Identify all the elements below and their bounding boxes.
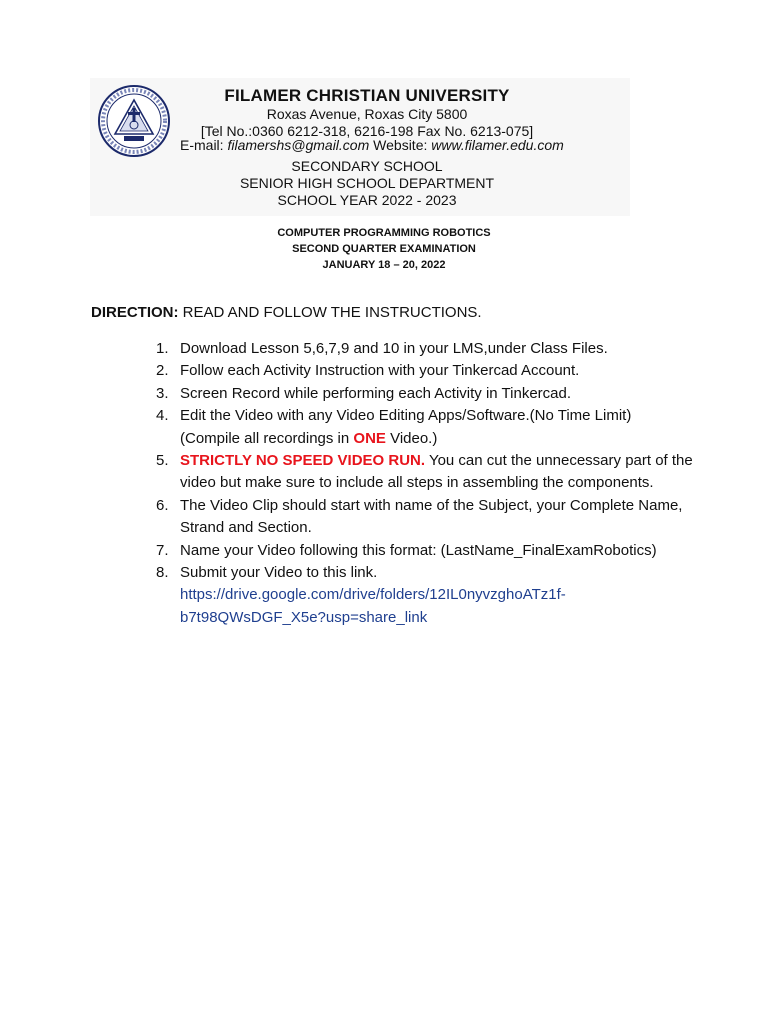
instruction-item [150, 383, 710, 405]
letterhead-title-block [172, 86, 562, 140]
instruction-number: 7. [156, 541, 169, 559]
website-label: Website: [369, 137, 432, 153]
university-address: Roxas Avenue, Roxas City 5800 [266, 106, 468, 122]
school-year: SCHOOL YEAR 2022 - 2023 [277, 192, 457, 208]
university-seal-icon [97, 84, 171, 158]
instruction-text: Edit the Video with any Video Editing Apps/Software.(No Time Limit) [180, 407, 632, 425]
submission-link[interactable] [180, 586, 566, 625]
school-name: SECONDARY SCHOOL [291, 158, 443, 174]
exam-subject: COMPUTER PROGRAMMING ROBOTICS [277, 227, 491, 239]
instruction-item [150, 338, 710, 360]
instruction-item [150, 540, 710, 562]
direction-text: READ AND FOLLOW THE INSTRUCTIONS. [178, 304, 482, 321]
instruction-text: Screen Record while performing each Activity in Tinkercad. [180, 384, 572, 402]
email-address: filamershs@gmail.com [227, 137, 370, 153]
instruction-list [150, 338, 710, 629]
university-contact-line [180, 137, 600, 154]
instruction-text: Download Lesson 5,6,7,9 and 10 in your LMS,under Class Files. [180, 340, 608, 357]
instruction-text: Follow each Activity Instruction with your Tinkercad Account. [180, 362, 580, 380]
website-address: www.filamer.edu.com [431, 137, 564, 153]
letterhead-department-block [172, 158, 562, 209]
instruction-text: Name your Video following this format: (LastName_FinalExamRobotics) [180, 541, 657, 559]
instruction-text: You can cut the unnecessary part of the video but make sure to include all steps in assembling the components. [180, 452, 693, 492]
instruction-number: 1. [156, 340, 169, 357]
instruction-item [150, 360, 710, 382]
exam-name: SECOND QUARTER EXAMINATION [292, 243, 476, 255]
instruction-text: (Compile all recordings in [180, 429, 354, 447]
direction-line [91, 303, 482, 323]
submission-link-line[interactable]: b7t98QWsDGF_X5e?usp=share_link [180, 608, 428, 626]
instruction-number: 6. [156, 496, 169, 514]
instruction-number: 5. [156, 452, 169, 470]
submission-link-line[interactable]: https://drive.google.com/drive/folders/12IL0nyvzghoATz1f- [180, 586, 566, 604]
direction-label: DIRECTION: [91, 304, 179, 321]
instruction-number: 8. [156, 564, 169, 582]
university-phones: [Tel No.:0360 6212-318, 6216-198 Fax No. 6213-075] [200, 123, 534, 139]
instruction-item [150, 562, 710, 629]
instruction-text: The Video Clip should start with name of the Subject, your Complete Name, Strand and Section. [180, 496, 683, 537]
instruction-item [150, 405, 710, 450]
university-name: FILAMER CHRISTIAN UNIVERSITY [224, 86, 510, 105]
email-label: E-mail: [180, 137, 228, 153]
department-name: SENIOR HIGH SCHOOL DEPARTMENT [239, 175, 495, 191]
instruction-item [150, 495, 710, 540]
exam-header [160, 225, 608, 273]
instruction-emphasis: STRICTLY NO SPEED VIDEO RUN. [180, 452, 426, 470]
instruction-text: Submit your Video to this link. [180, 564, 378, 582]
instruction-item [150, 450, 710, 495]
instruction-number: 3. [156, 384, 169, 402]
instruction-emphasis: ONE [353, 429, 386, 447]
instruction-number: 4. [156, 407, 169, 425]
instruction-text: Video.) [385, 429, 438, 447]
instruction-number: 2. [156, 362, 169, 380]
exam-dates: JANUARY 18 – 20, 2022 [322, 259, 446, 271]
